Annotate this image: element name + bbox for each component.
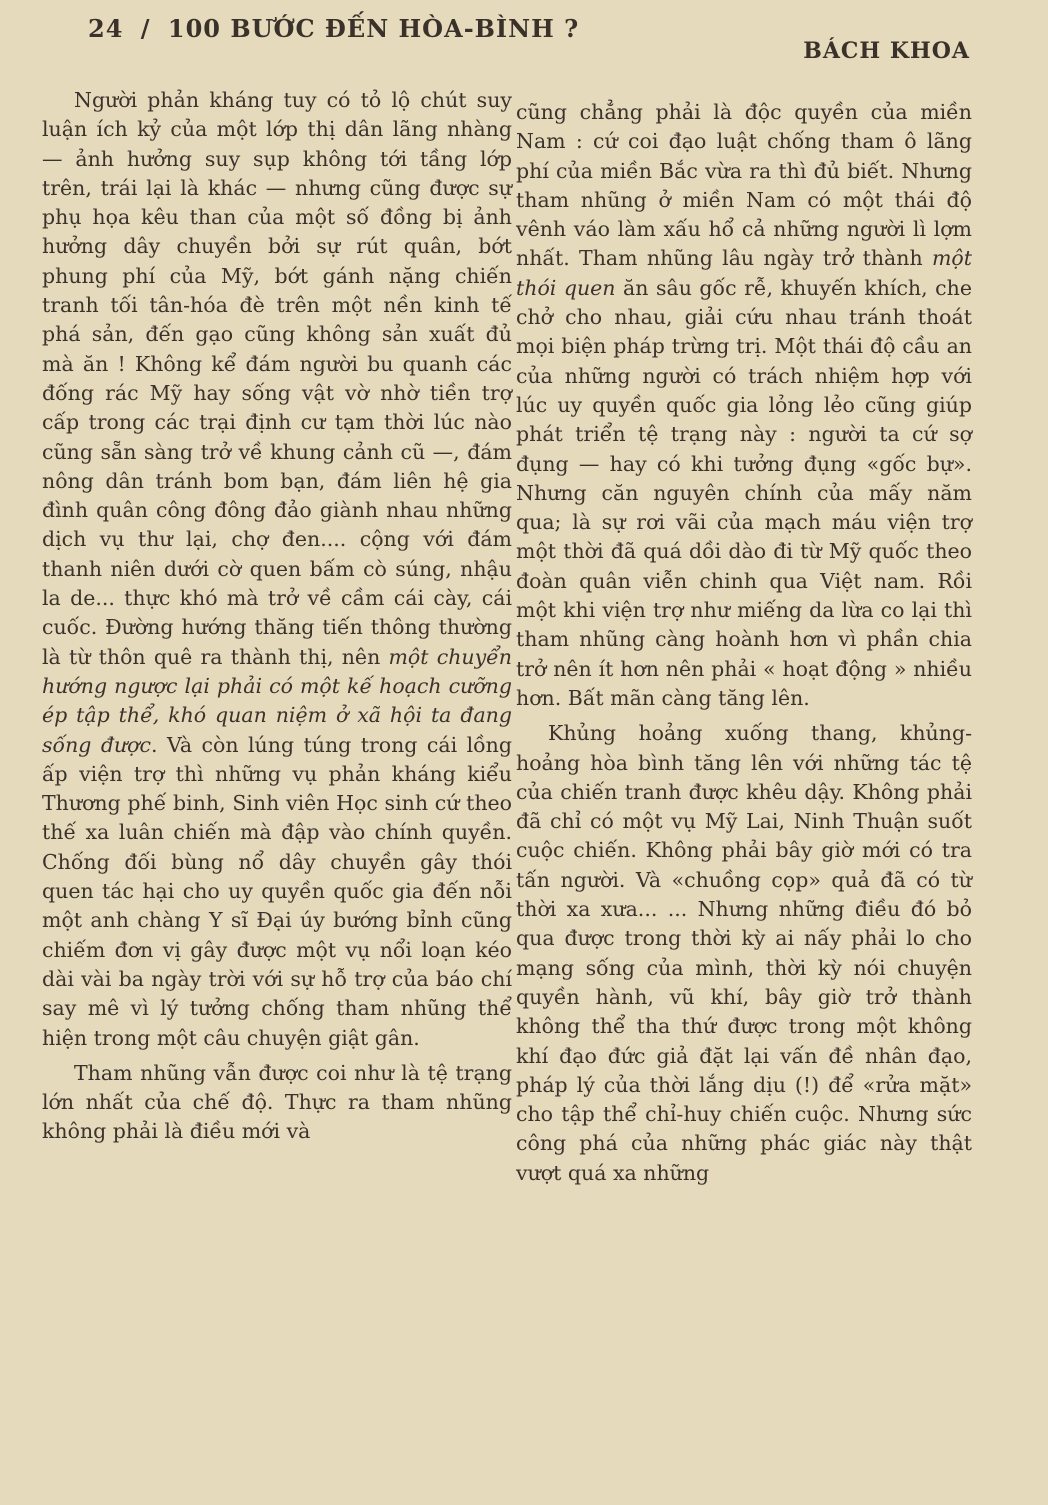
running-title: 100 BƯỚC ĐẾN HÒA-BÌNH ? [167,14,580,43]
magazine-name: BÁCH KHOA [803,38,970,64]
right-column [516,98,972,1194]
right-p1-text-a: cũng chẳng phải là độc quyền của miền Nam : cứ coi đạo luật chống tham ô lãng phí của miền Bắc vừa ra thì đủ biết. Nhưng tham nhũng ở miền Nam có một thái độ vênh váo làm xấu hổ cả những người lì lợm nhất. Tham nhũng lâu ngày trở thành [516,100,972,271]
left-p1-italic: một chuyển hướng ngược lại phải có một kế hoạch cưỡng ép tập thể, khó quan niệm ở xã hội ta đang sống được [42,644,512,757]
header-separator: / [140,14,151,43]
page-number: 24 [88,14,124,43]
right-paragraph-2: Khủng hoảng xuống thang, khủng-hoảng hòa bình tăng lên với những tác tệ của chiến tranh được khêu dậy. Không phải đã chỉ có một vụ Mỹ Lai, Ninh Thuận suốt cuộc chiến. Không phải bây giờ mới có tra tấn người. Và «chuồng cọp» quả đã có từ thời xa xưa... ... Nhưng những điều đó bỏ qua được trong thời kỳ ai nấy phải lo cho mạng sống của mình, thời kỳ nói chuyện quyền hành, vũ khí, bây giờ trở thành không thể tha thứ được trong một không khí đạo đức giả đặt lại vấn đề nhân đạo, pháp lý của thời lắng dịu (!) để «rửa mặt» cho tập thể chỉ-huy chiến cuộc. Nhưng sức công phá của những phác giác này thật vượt quá xa những [516,721,972,1185]
left-p1-text-b: . Và còn lúng túng trong cái lồng ấp viện trợ thì những vụ phản kháng kiểu Thương phế binh, Sinh viên Học sinh cứ theo thế xa luân chiến mà đập vào chính quyền. Chống đối bùng nổ dây chuyền gây thói quen tác hại cho uy quyền quốc gia đến nỗi một anh chàng Y sĩ Đại úy bướng bỉnh cũng chiếm đơn vị gây được một vụ nổi loạn kéo dài vài ba ngày trời với sự hỗ trợ của báo chí say mê vì lý tưởng chống tham nhũng thể hiện trong một câu chuyện giật gân. [42,732,512,1050]
left-column [42,86,512,1153]
left-p1-text-a: Người phản kháng tuy có tỏ lộ chút suy luận ích kỷ của một lớp thị dân lãng nhàng — ảnh hưởng suy sụp không tới tầng lớp trên, trái lại là khác — nhưng cũng được sự phụ họa kêu than của một số đồng bị ảnh hưởng dây chuyền bởi sự rút quân, bớt phung phí của Mỹ, bớt gánh nặng chiến tranh tối tân-hóa đè trên một nền kinh tế phá sản, đến gạo cũng không sản xuất đủ mà ăn ! Không kể đám người bu quanh các đống rác Mỹ hay sống vật vờ nhờ tiền trợ cấp trong các trại định cư tạm thời lúc nào cũng sẵn sàng trở về khung cảnh cũ —, đám nông dân tránh bom bạn, đám liên hệ gia đình quân công đông đảo giành nhau những dịch vụ thư lại, chợ đen.... cộng với đám thanh niên dưới cờ quen bấm cò súng, nhậu la de... thực khó mà trở về cầm cái cày, cái cuốc. Đường hướng thăng tiến thông thường là từ thôn quê ra thành thị, nên [42,88,512,669]
left-paragraph-1 [42,86,512,1053]
right-p1-italic: một thói quen [516,246,972,300]
right-paragraph-1 [516,98,972,713]
left-paragraph-2: Tham nhũng vẫn được coi như là tệ trạng lớn nhất của chế độ. Thực ra tham nhũng không phải là điều mới và [42,1060,512,1144]
right-p1-text-b: ăn sâu gốc rễ, khuyến khích, che chở cho nhau, giải cứu nhau tránh thoát mọi biện pháp trừng trị. Một thái độ cầu an của những người có trách nhiệm hợp với lúc uy quyền quốc gia lỏng lẻo cũng giúp phát triển tệ trạng này : người ta cứ sợ đụng — hay có khi tưởng đụng «gốc bự». Nhưng căn nguyên chính của mấy năm qua; là sự rơi vãi của mạch máu viện trợ một thời đã quá dồi dào đi từ Mỹ quốc theo đoàn quân viễn chinh qua Việt nam. Rồi một khi viện trợ như miếng da lừa co lại thì tham nhũng càng hoành hơn vì phần chia trở nên ít hơn nên phải « hoạt động » nhiều hơn. Bất mãn càng tăng lên. [516,275,972,710]
running-header [88,14,579,43]
